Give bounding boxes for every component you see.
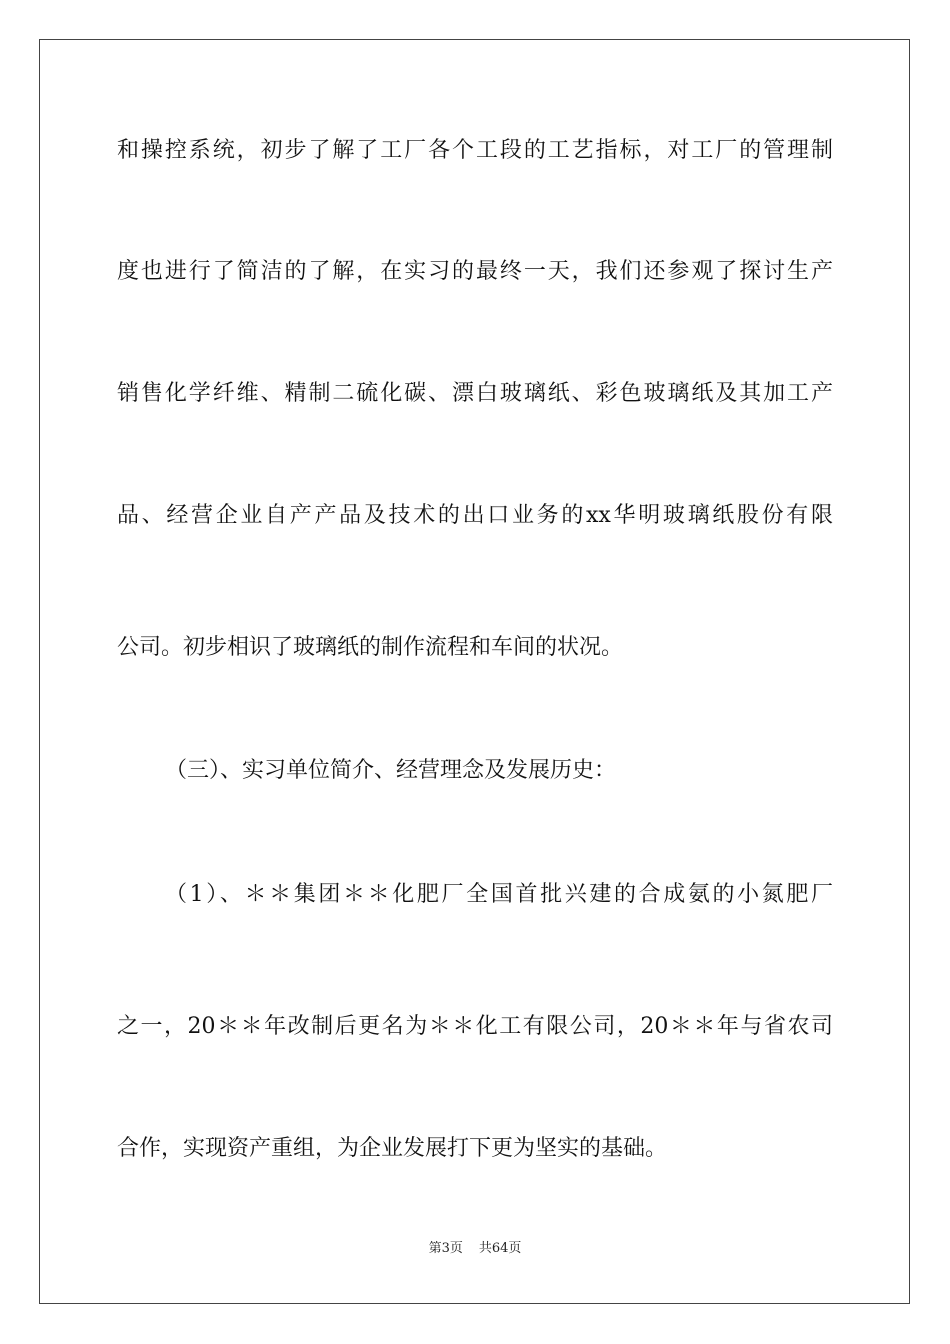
page-number: 第3页 — [428, 1241, 463, 1256]
page-footer — [0, 1240, 950, 1258]
section-heading: （三）、实习单位简介、经营理念及发展历史： — [165, 758, 617, 783]
body-line-8: 之一，20＊＊年改制后更名为＊＊化工有限公司，20＊＊年与省农司 — [117, 1014, 833, 1039]
body-line-2: 度也进行了简洁的了解，在实习的最终一天，我们还参观了探讨生产 — [117, 259, 833, 284]
page-border — [39, 39, 910, 1304]
body-line-3: 销售化学纤维、精制二硫化碳、漂白玻璃纸、彩色玻璃纸及其加工产 — [117, 381, 833, 406]
body-line-7: （1）、＊＊集团＊＊化肥厂全国首批兴建的合成氨的小氮肥厂 — [165, 882, 833, 907]
page-total: 共64页 — [478, 1241, 522, 1256]
body-line-4: 品、经营企业自产产品及技术的出口业务的xx华明玻璃纸股份有限 — [117, 503, 833, 528]
body-line-9: 合作，实现资产重组，为企业发展打下更为坚实的基础。 — [117, 1136, 668, 1161]
body-line-5: 公司。初步相识了玻璃纸的制作流程和车间的状况。 — [117, 635, 624, 660]
body-line-1: 和操控系统，初步了解了工厂各个工段的工艺指标，对工厂的管理制 — [117, 138, 833, 163]
